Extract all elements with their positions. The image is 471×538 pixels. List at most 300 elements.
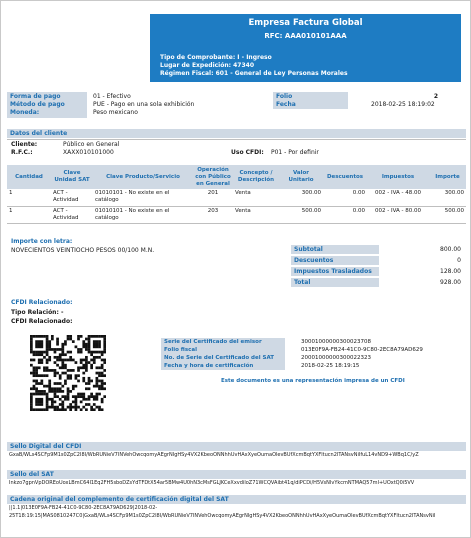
rfc-client-label: R.F.C.: [11,149,33,156]
qr-module [54,408,57,411]
qr-module [80,408,83,411]
qr-module [40,361,43,364]
qr-module [43,369,46,372]
qr-module [90,351,93,354]
qr-module [69,338,72,341]
qr-module [48,380,51,383]
qr-module [103,351,106,354]
qr-module [64,380,67,383]
qr-module [51,387,54,390]
qr-module [35,387,38,390]
importe-letra-value: NOVECIENTOS VEINTIOCHO PESOS 00/100 M.N. [11,247,155,254]
qr-module [56,390,59,393]
qr-module [59,348,62,351]
subtotal-label: Subtotal [291,245,379,254]
qr-module [72,340,75,343]
company-name: Empresa Factura Global [248,18,363,28]
qr-module [48,345,51,348]
qr-module [38,398,41,401]
qr-module [80,335,83,338]
cfdi-relacionado-title: CFDI Relacionado: [11,299,73,306]
qr-module [51,390,54,393]
qr-module [77,338,80,341]
cliente-value: Público en General [63,141,120,148]
qr-module [40,345,43,348]
qr-module [40,353,43,356]
qr-module [82,345,85,348]
qr-module [80,359,83,362]
qr-module [98,343,101,346]
qr-module [98,380,101,383]
qr-module [77,406,80,409]
qr-module [48,359,51,362]
col-producto: Clave Producto/Servicio [93,165,193,189]
qr-module [59,403,62,406]
qr-module [40,335,43,338]
qr-module [82,372,85,375]
qr-module [38,390,41,393]
qr-module [93,359,96,362]
serie-sat-value: 20001000000300022323 [301,355,371,361]
qr-module [35,403,38,406]
qr-module [51,406,54,409]
qr-module [35,372,38,375]
qr-module [43,408,46,411]
qr-module [98,406,101,409]
qr-module [59,398,62,401]
qr-module [75,345,78,348]
cell-cantidad: 1 [7,206,51,223]
qr-module [82,364,85,367]
qr-module [103,361,106,364]
qr-module [69,359,72,362]
qr-module [46,406,49,409]
qr-module [93,408,96,411]
qr-module [72,385,75,388]
qr-module [54,369,57,372]
qr-module [61,343,64,346]
sello-sat-value: Inkzo7gpnVpDOREoUoxLBmC64I1Eq2FH5sboDZsYdTFDtX54ar5BMw4U0hN3cMsFGLJKCeXxvdiloZ71WCQVAibt41q/diPCDi/H5VsNIvYkcmNTMAQ57mI+UOxtQ0i5VV [9,480,415,486]
qr-module [30,408,33,411]
qr-module [101,387,104,390]
qr-module [54,372,57,375]
qr-module [96,380,99,383]
qr-module [101,351,104,354]
qr-module [30,348,33,351]
cell-descuentos: 0.00 [323,206,367,223]
qr-module [46,359,49,362]
qr-module [101,408,104,411]
cell-valor: 500.00 [279,206,323,223]
metodo-pago-label: Método de pago [10,101,65,108]
qr-module [30,395,33,398]
qr-module [85,387,88,390]
qr-module [43,393,46,396]
qr-module [96,343,99,346]
qr-module [69,335,72,338]
rfc-client-value: XAXX010101000 [63,149,114,156]
qr-module [67,395,70,398]
qr-module [82,395,85,398]
qr-module [69,369,72,372]
uso-cfdi-label: Uso CFDI: [231,149,264,156]
qr-module [61,390,64,393]
qr-module [93,335,96,338]
uso-cfdi-value: P01 - Por definir [271,149,319,156]
qr-module [85,366,88,369]
cell-cantidad: 1 [7,189,51,206]
qr-module [85,364,88,367]
qr-module [33,387,36,390]
qr-module [30,393,33,396]
tipo-comprobante: Tipo de Comprobante: I - Ingreso [160,54,272,61]
qr-module [75,377,78,380]
qr-module [35,343,38,346]
qr-module [48,387,51,390]
qr-module [43,366,46,369]
qr-module [72,406,75,409]
qr-module [61,406,64,409]
col-descuentos: Descuentos [323,165,367,189]
qr-code-image [30,335,106,411]
qr-module [33,335,36,338]
qr-module [46,353,49,356]
qr-module [33,393,36,396]
qr-module [30,372,33,375]
qr-module [96,335,99,338]
qr-module [38,403,41,406]
qr-module [46,374,49,377]
qr-module [80,401,83,404]
qr-module [48,398,51,401]
qr-module [38,353,41,356]
qr-module [61,353,64,356]
qr-module [30,343,33,346]
tipo-relacion-label: Tipo Relación: - [11,309,64,316]
qr-module [30,351,33,354]
lugar-expedicion: Lugar de Expedición: 47340 [160,62,254,69]
qr-module [77,366,80,369]
col-importe: Importe [429,165,466,189]
qr-module [103,374,106,377]
qr-module [96,398,99,401]
qr-module [88,348,91,351]
descuentos-value: 0 [457,257,461,264]
qr-module [93,340,96,343]
qr-module [35,335,38,338]
qr-module [80,351,83,354]
qr-module [82,343,85,346]
qr-module [40,359,43,362]
qr-module [69,403,72,406]
qr-module [64,353,67,356]
qr-module [96,340,99,343]
qr-module [75,401,78,404]
qr-module [90,335,93,338]
qr-module [46,361,49,364]
qr-module [46,393,49,396]
qr-module [51,369,54,372]
qr-module [88,343,91,346]
qr-module [35,408,38,411]
qr-module [61,372,64,375]
qr-module [61,401,64,404]
qr-module [88,395,91,398]
subtotal-value: 800.00 [440,246,461,253]
sello-cfdi-title: Sello Digital del CFDI [7,442,466,451]
qr-module [33,385,36,388]
qr-module [98,374,101,377]
qr-module [98,366,101,369]
qr-module [96,395,99,398]
cfdi-relacionado-label: CFDI Relacionado: [11,318,73,325]
qr-module [35,351,38,354]
qr-module [90,353,93,356]
qr-module [90,380,93,383]
qr-module [33,369,36,372]
qr-module [88,380,91,383]
cell-producto: 01010101 - No existe en el catálogo [93,189,193,206]
qr-module [35,380,38,383]
qr-module [82,393,85,396]
qr-module [85,359,88,362]
qr-module [88,361,91,364]
cell-unidad: ACT - Actividad [51,189,93,206]
cell-impuestos: 002 - IVA - 48.00 [367,189,429,206]
qr-module [56,387,59,390]
qr-module [103,343,106,346]
qr-module [54,387,57,390]
qr-module [88,335,91,338]
qr-module [40,401,43,404]
qr-module [90,408,93,411]
qr-module [96,377,99,380]
qr-module [56,395,59,398]
qr-module [85,345,88,348]
qr-module [46,395,49,398]
qr-module [64,366,67,369]
qr-module [82,359,85,362]
descuentos-label: Descuentos [291,256,379,265]
qr-module [98,393,101,396]
cadena-original-line1: ||1.1|013E0F9A-FB24-41C0-9C80-2EC8A79AD629|2018-02- [9,505,158,511]
cell-importe: 300.00 [429,189,466,206]
qr-module [90,393,93,396]
qr-module [82,340,85,343]
qr-module [69,356,72,359]
cell-concepto: Venta [233,206,279,223]
qr-module [33,359,36,362]
qr-module [103,345,106,348]
qr-module [77,395,80,398]
qr-module [101,398,104,401]
qr-module [48,340,51,343]
qr-module [67,390,70,393]
qr-module [56,356,59,359]
qr-module [40,351,43,354]
qr-module [51,401,54,404]
qr-module [48,369,51,372]
qr-module [85,408,88,411]
qr-module [64,364,67,367]
qr-module [72,401,75,404]
qr-module [77,351,80,354]
qr-module [48,385,51,388]
qr-module [80,393,83,396]
fecha-value: 2018-02-25 18:19:02 [371,101,435,108]
qr-module [77,393,80,396]
qr-module [46,398,49,401]
qr-module [93,385,96,388]
qr-module [61,408,64,411]
serie-emisor-label: Serie del Certificado del emisor [161,338,285,346]
folio-fiscal-label: Folio fiscal [161,346,285,354]
fecha-certificacion-label: Fecha y hora de certificación [161,362,285,370]
qr-module [46,340,49,343]
qr-module [77,348,80,351]
qr-module [61,361,64,364]
qr-module [38,351,41,354]
qr-module [61,359,64,362]
qr-module [54,348,57,351]
qr-module [93,398,96,401]
qr-module [85,382,88,385]
qr-module [101,385,104,388]
qr-module [35,340,38,343]
qr-module [103,369,106,372]
cliente-label: Cliente: [11,141,38,148]
qr-module [40,374,43,377]
qr-module [35,374,38,377]
qr-module [85,356,88,359]
serie-emisor-value: 30001000000300023708 [301,339,371,345]
qr-module [38,366,41,369]
qr-module [54,382,57,385]
impuestos-value: 128.00 [440,268,461,275]
qr-module [30,345,33,348]
qr-module [40,340,43,343]
qr-module [88,340,91,343]
qr-module [88,338,91,341]
qr-module [38,401,41,404]
qr-module [96,393,99,396]
qr-module [72,387,75,390]
qr-module [48,343,51,346]
qr-module [40,390,43,393]
qr-module [46,338,49,341]
qr-module [101,382,104,385]
qr-module [61,351,64,354]
qr-module [38,343,41,346]
qr-module [67,393,70,396]
qr-module [30,406,33,409]
qr-module [54,406,57,409]
fecha-label: Fecha [276,101,296,108]
qr-module [98,335,101,338]
qr-module [103,387,106,390]
qr-module [46,345,49,348]
qr-module [96,382,99,385]
qr-module [72,359,75,362]
total-label: Total [291,278,379,287]
qr-module [35,366,38,369]
qr-module [90,364,93,367]
sello-cfdi-value: GxaB/WLs4SCFp9M1s0ZpC2I8I/WbRUNieV7INVehOwcqomyAEgrNIgHSy4VX2KbeoONNhhUvHAxXyeOumaOlevBUfXcmBqtYXFltucn2ITANsvNiIfuL14vND9+WBq1C/yZ [9,452,419,458]
serie-sat-label: No. de Serie del Certificado del SAT [161,354,285,362]
qr-module [67,351,70,354]
col-concepto: Concepto / Descripción [233,165,279,189]
qr-module [46,408,49,411]
qr-module [56,406,59,409]
qr-module [67,398,70,401]
qr-module [98,387,101,390]
qr-module [43,385,46,388]
cell-descuentos: 0.00 [323,189,367,206]
qr-module [69,377,72,380]
col-cantidad: Cantidad [7,165,51,189]
qr-module [56,372,59,375]
qr-module [59,356,62,359]
qr-module [90,366,93,369]
qr-module [101,364,104,367]
qr-module [101,366,104,369]
qr-module [88,403,91,406]
folio-label: Folio [276,93,293,100]
qr-module [35,393,38,396]
qr-module [48,348,51,351]
qr-module [30,387,33,390]
qr-module [75,374,78,377]
qr-module [69,406,72,409]
qr-module [59,382,62,385]
qr-module [96,366,99,369]
qr-module [67,338,70,341]
folio-value: 2 [433,93,439,100]
qr-module [48,382,51,385]
qr-module [59,377,62,380]
client-divider [7,139,466,140]
cfdi-representation-note: Este documento es una representación impresa de un CFDI [221,378,405,384]
qr-module [40,343,43,346]
qr-module [85,403,88,406]
qr-module [85,361,88,364]
qr-module [35,398,38,401]
qr-module [88,345,91,348]
qr-module [30,403,33,406]
qr-module [103,395,106,398]
qr-module [101,380,104,383]
qr-module [43,335,46,338]
qr-module [85,369,88,372]
qr-module [64,408,67,411]
qr-module [54,374,57,377]
forma-pago-label: Forma de pago [10,93,61,100]
qr-module [59,366,62,369]
qr-module [59,390,62,393]
cell-producto: 01010101 - No existe en el catálogo [93,206,193,223]
qr-module [61,345,64,348]
qr-module [30,335,33,338]
qr-module [61,366,64,369]
qr-module [96,372,99,375]
qr-module [54,361,57,364]
qr-module [40,398,43,401]
company-rfc: RFC: AAA010101AAA [264,32,347,40]
qr-module [40,382,43,385]
qr-module [69,351,72,354]
qr-module [98,385,101,388]
qr-module [98,408,101,411]
